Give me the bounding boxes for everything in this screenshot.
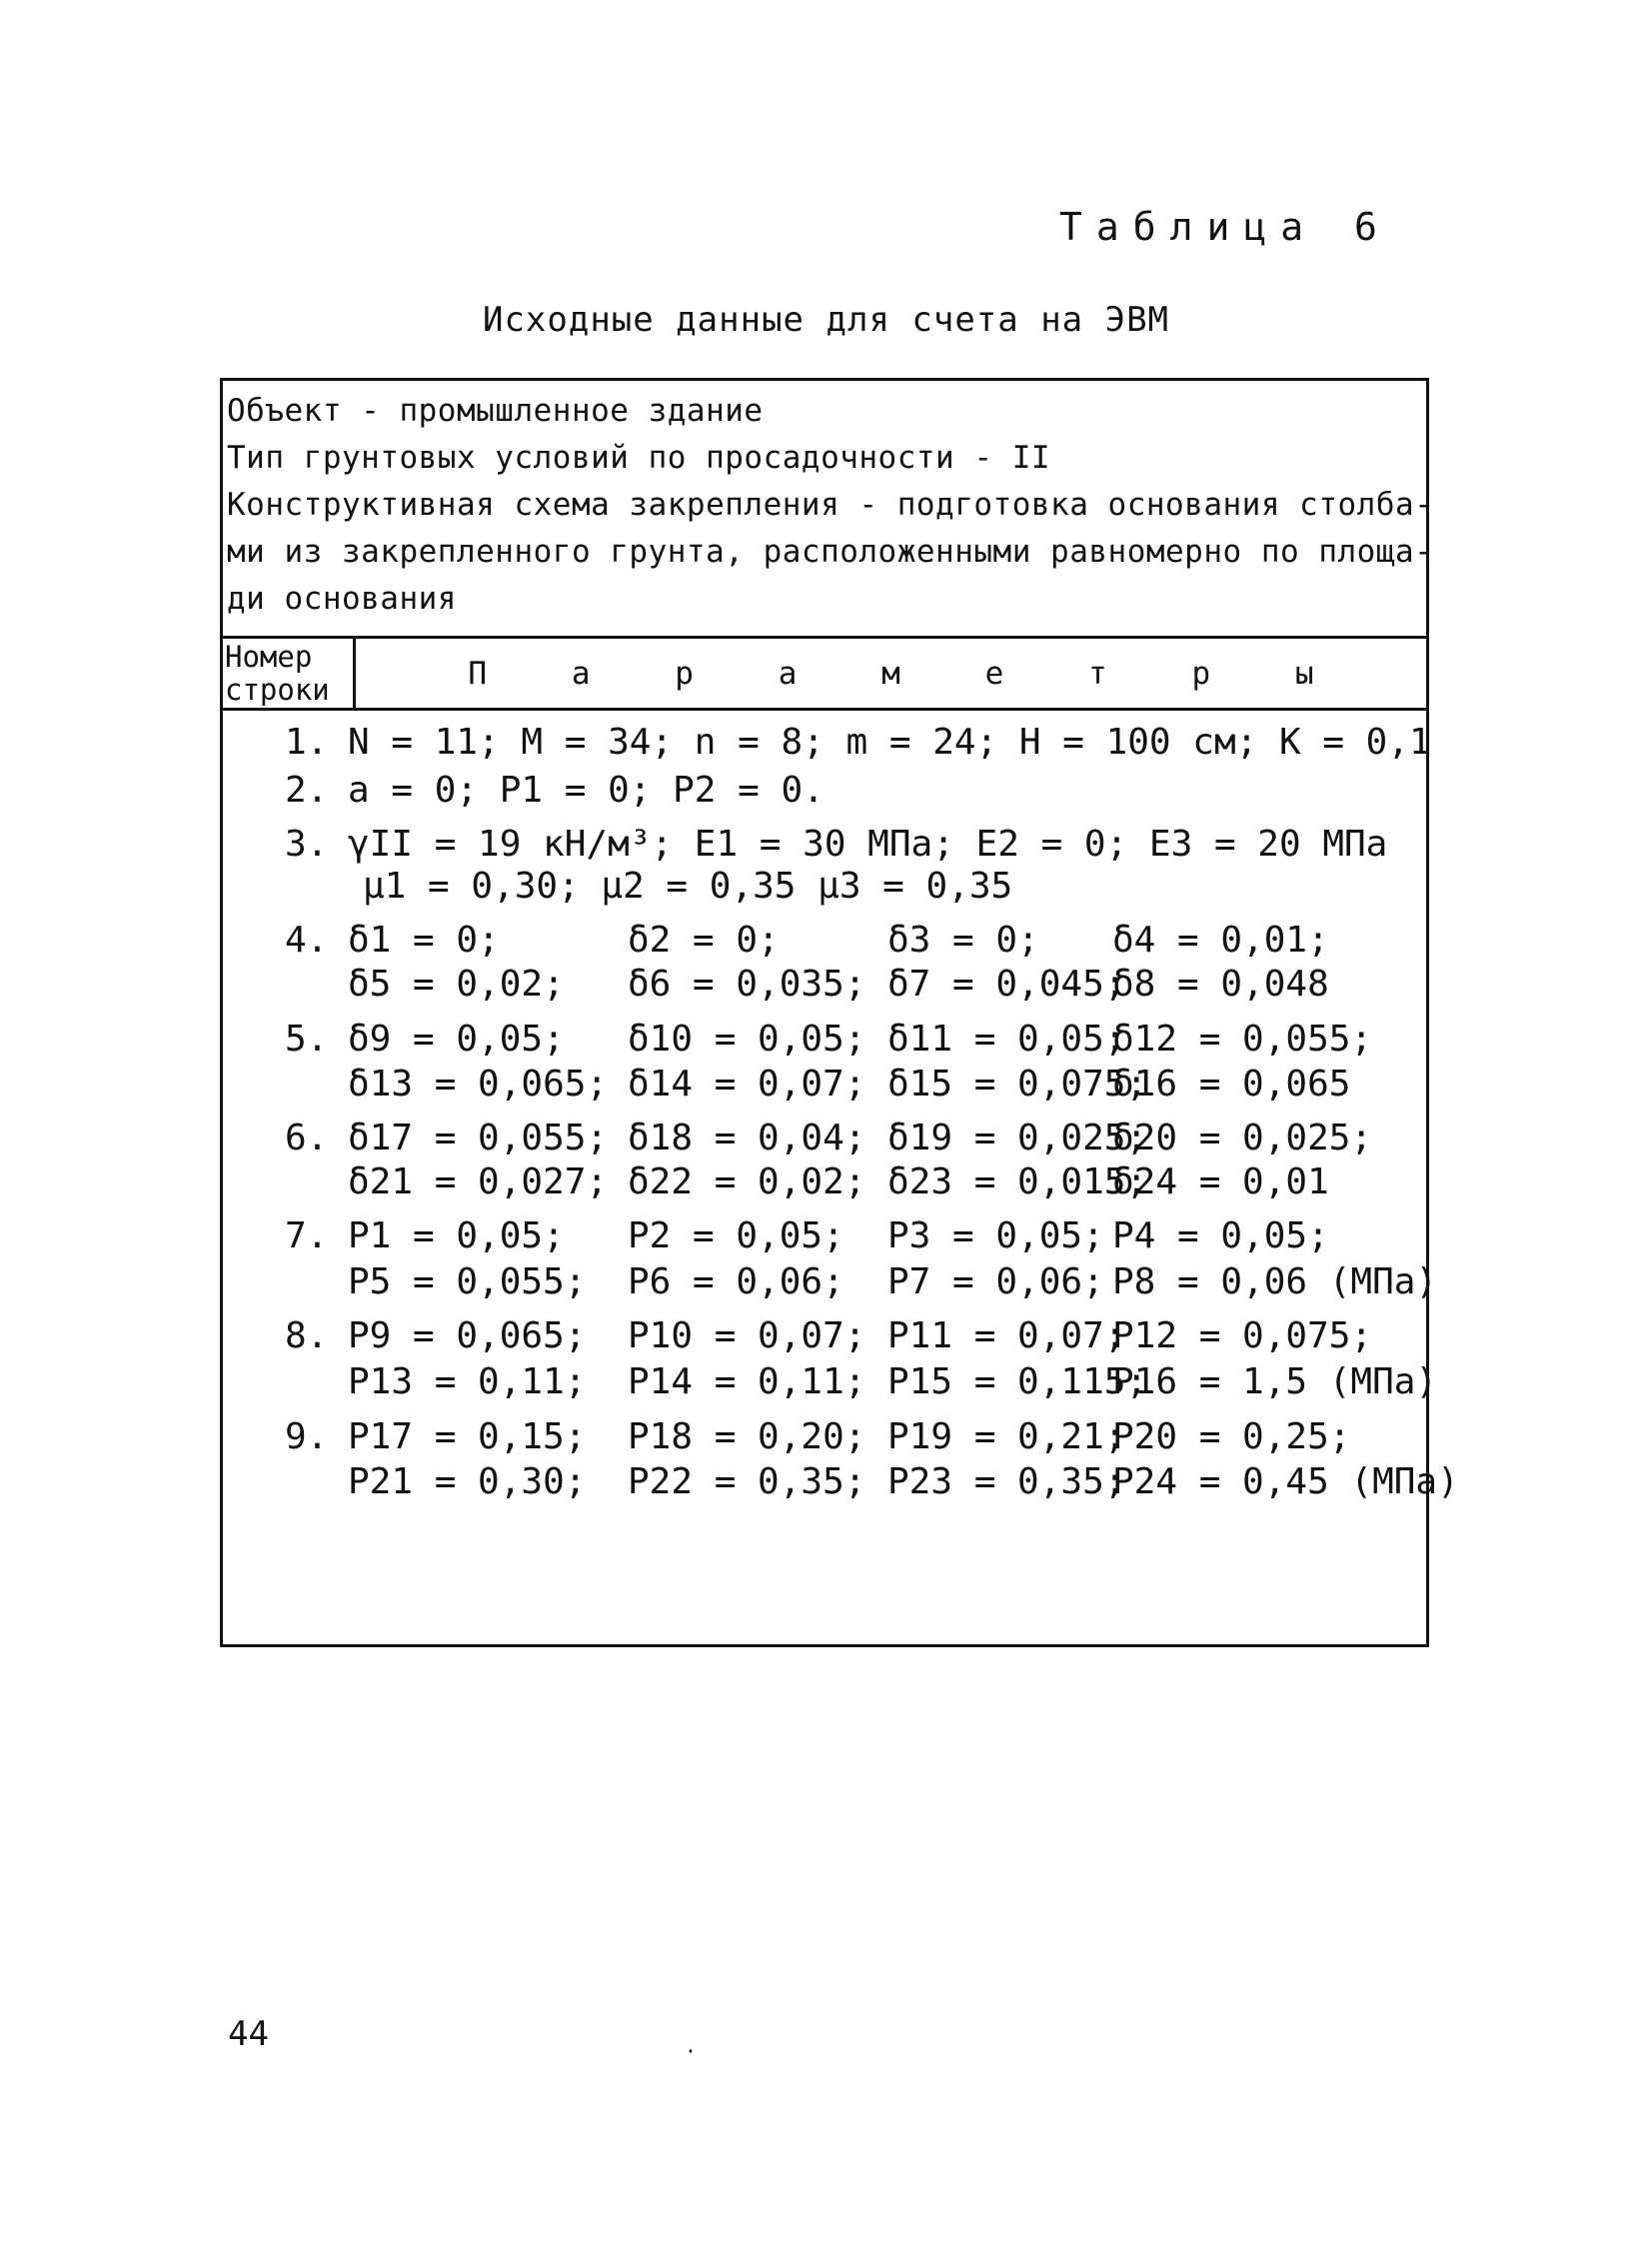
row-number: 8. [285,1315,329,1356]
parameter-value: P9 = 0,065; [348,1315,587,1356]
parameters-letter: т [1088,655,1107,692]
parameter-value: δ21 = 0,027; [348,1161,609,1202]
parameter-value: P3 = 0,05; [887,1215,1104,1256]
row-number: 2. [285,770,329,811]
parameter-value: δ20 = 0,025; [1112,1118,1373,1158]
parameter-value: P10 = 0,07; [628,1315,866,1356]
parameter-value: δ7 = 0,045; [887,964,1126,1005]
parameter-value: P8 = 0,06 (МПа) [1112,1261,1438,1302]
parameters-letter: П [468,655,488,692]
parameter-line [223,1016,1426,1064]
parameter-value: δ14 = 0,07; [628,1064,866,1105]
parameter-value: δ5 = 0,02; [348,964,565,1005]
parameter-line [223,1458,1459,1506]
row-number-header: Номер строки [223,639,356,708]
parameter-value: P7 = 0,06; [887,1261,1104,1302]
parameter-value: P12 = 0,075; [1112,1315,1373,1356]
parameter-value: P21 = 0,30; [348,1461,587,1502]
scan-dot: · [685,2039,698,2063]
row-number: 6. [285,1118,329,1158]
parameter-value: P20 = 0,25; [1112,1416,1351,1457]
parameter-value: δ10 = 0,05; [628,1019,866,1060]
parameter-value: γII = 19 кН/м³; E1 = 30 МПа; E2 = 0; E3 = 20 МПа [348,824,1388,865]
parameter-value: δ4 = 0,01; [1112,920,1329,961]
row-number: 9. [285,1416,329,1457]
row-number: 3. [285,824,329,865]
parameter-line [223,719,1431,767]
parameter-value: δ18 = 0,04; [628,1118,866,1158]
row-number: 1. [285,722,329,763]
column-header-row [223,636,1426,711]
parameter-value: P1 = 0,05; [348,1215,565,1256]
parameter-value: δ19 = 0,025; [887,1118,1148,1158]
row-number: 7. [285,1215,329,1256]
parameter-value: δ3 = 0; [887,920,1039,961]
header-line: Конструктивная схема закрепления - подготовка основания столба- [227,487,1434,523]
page-number: 44 [228,2014,269,2054]
parameter-value: δ1 = 0; [348,920,500,961]
parameter-value: P4 = 0,05; [1112,1215,1329,1256]
parameter-value: δ23 = 0,015; [887,1161,1148,1202]
parameter-value: δ12 = 0,055; [1112,1019,1373,1060]
header-line: ди основания [227,581,457,617]
parameter-line [223,917,1426,965]
parameter-value: N = 11; M = 34; n = 8; m = 24; H = 100 см; K = 0,1 [348,722,1431,763]
parameter-value: P11 = 0,07; [887,1315,1126,1356]
parameter-value: P22 = 0,35; [628,1461,866,1502]
parameter-value: δ17 = 0,055; [348,1118,609,1158]
parameters-letter: е [984,655,1004,692]
header-line: ми из закрепленного грунта, расположенными равномерно по площа- [227,534,1434,570]
row-number: 5. [285,1019,329,1060]
parameter-value: δ6 = 0,035; [628,964,866,1005]
parameter-line [223,1212,1426,1260]
parameter-line [223,767,1426,815]
header-line: Объект - промышленное здание [227,393,764,429]
row-number: 4. [285,920,329,961]
parameter-value: P2 = 0,05; [628,1215,844,1256]
parameter-line [223,1358,1438,1406]
parameter-value: P17 = 0,15; [348,1416,587,1457]
object-description [223,381,1434,636]
parameter-value: P23 = 0,35; [887,1461,1126,1502]
parameter-value: P15 = 0,115; [887,1361,1148,1402]
parameter-value: P19 = 0,21; [887,1416,1126,1457]
parameter-value: δ9 = 0,05; [348,1019,565,1060]
parameter-line [223,1413,1426,1461]
parameters-letter: а [778,655,798,692]
parameter-line [223,1115,1426,1162]
table-caption: Исходные данные для счета на ЭВМ [482,300,1170,340]
parameter-value: δ16 = 0,065 [1112,1064,1351,1105]
parameters-letter: м [881,655,900,692]
parameter-value: P5 = 0,055; [348,1261,587,1302]
parameter-value: P14 = 0,11; [628,1361,866,1402]
parameter-value: δ22 = 0,02; [628,1161,866,1202]
parameter-rows [223,711,1459,1645]
parameter-line [223,863,1426,911]
data-table [220,378,1459,1647]
header-line: Тип грунтовых условий по просадочности - II [227,440,1051,476]
parameter-value: δ8 = 0,048 [1112,964,1329,1005]
parameter-line [223,961,1426,1009]
parameters-letter: ы [1294,655,1314,692]
parameters-header [356,639,1426,708]
parameter-line [223,1158,1426,1206]
parameter-value: δ13 = 0,065; [348,1064,609,1105]
parameters-letter: р [1191,655,1211,692]
parameter-line [223,1061,1426,1109]
parameter-line [223,821,1426,869]
parameter-line [223,1258,1438,1306]
parameter-value: P16 = 1,5 (МПа) [1112,1361,1438,1402]
table-label: Таблица 6 [1059,205,1391,249]
parameter-value: P6 = 0,06; [628,1261,844,1302]
parameter-value: δ11 = 0,05; [887,1019,1126,1060]
parameter-value: a = 0; P1 = 0; P2 = 0. [348,770,825,811]
parameters-letter: а [571,655,591,692]
parameter-value: P18 = 0,20; [628,1416,866,1457]
parameters-letter: р [675,655,694,692]
parameter-value: δ15 = 0,075; [887,1064,1148,1105]
parameter-value: P24 = 0,45 (МПа) [1112,1461,1459,1502]
parameter-value: δ24 = 0,01 [1112,1161,1329,1202]
parameter-value: μ1 = 0,30; μ2 = 0,35 μ3 = 0,35 [363,866,1013,907]
parameter-value: δ2 = 0; [628,920,780,961]
parameter-line [223,1312,1426,1360]
parameter-value: P13 = 0,11; [348,1361,587,1402]
